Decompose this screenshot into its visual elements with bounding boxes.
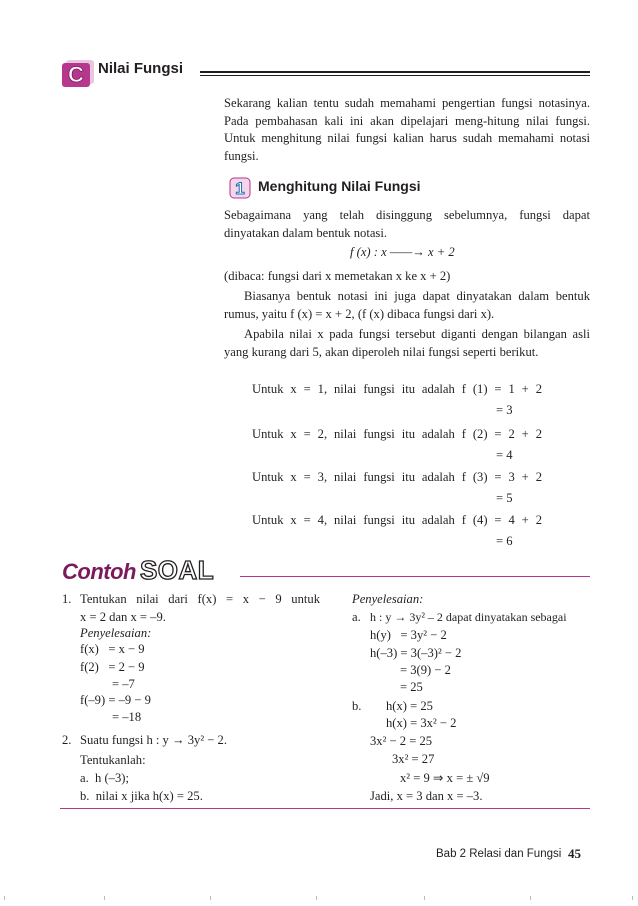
q2-a-step-1: h(y) = 3y² − 2 <box>370 628 447 642</box>
crop-mark <box>4 896 5 900</box>
q1-step-3: = –7 <box>112 677 135 691</box>
function-notation: f (x) : x ——→ x + 2 <box>350 245 455 259</box>
q2-text-2: Tentukanlah: <box>80 753 146 767</box>
value-result-4: = 6 <box>496 534 513 548</box>
crop-mark <box>530 896 531 900</box>
contoh-word: Contoh <box>62 559 136 584</box>
contoh-rule <box>240 576 590 577</box>
q2-a-step-3: = 3(9) − 2 <box>400 663 451 677</box>
paragraph-natural-numbers: Apabila nilai x pada fungsi tersebut diganti dengan bilangan asli yang kurang dari 5, akan diperoleh nilai fungsi seperti berikut. <box>224 327 590 359</box>
q1-step-1: f(x) = x − 9 <box>80 642 145 656</box>
value-line-1: Untuk x = 1, nilai fungsi itu adalah f (1) = 1 + 2 <box>252 382 542 396</box>
q1-text-2: x = 2 dan x = –9. <box>80 610 166 624</box>
q2-b-step-3: 3x² − 2 = 25 <box>370 734 433 748</box>
examples-bottom-rule <box>60 808 590 809</box>
section-c-badge-icon <box>60 58 96 88</box>
intro-paragraph: Sekarang kalian tentu sudah memahami pengertian fungsi notasinya. Pada pembahasan kali ini akan dipelajari meng-hitung nilai fungsi. Untuk menghitung nilai fungsi kalian harus sudah memahami notasi fungsi. <box>224 96 590 163</box>
crop-mark <box>104 896 105 900</box>
q2-a-step-2: h(–3) = 3(–3)² − 2 <box>370 646 462 660</box>
q2-b-step-1: h(x) = 25 <box>386 699 433 713</box>
q1-step-5: = –18 <box>112 710 142 724</box>
q2-a-statement: h : y → 3y² – 2 dapat dinyatakan sebagai <box>370 610 567 624</box>
q1-penyelesaian: Penyelesaian: <box>80 626 152 640</box>
section-title: Nilai Fungsi <box>98 60 184 77</box>
q2-a-label: a. <box>352 610 361 624</box>
page-number: 45 <box>568 846 581 861</box>
q1-step-4: f(–9) = –9 − 9 <box>80 693 151 707</box>
svg-text:C: C <box>68 62 84 87</box>
q1-text-1: Tentukan nilai dari f(x) = x − 9 untuk <box>80 592 320 606</box>
q1-step-2: f(2) = 2 − 9 <box>80 660 145 674</box>
value-result-2: = 4 <box>496 448 513 462</box>
section-rule-thin <box>200 75 590 76</box>
q2-number: 2. <box>62 733 72 747</box>
q2-conclusion: Jadi, x = 3 dan x = –3. <box>370 789 483 803</box>
paragraph-notation-intro: Sebagaimana yang telah disinggung sebelumnya, fungsi dapat dinyatakan dalam bentuk notasi. <box>224 208 590 240</box>
value-line-4: Untuk x = 4, nilai fungsi itu adalah f (4) = 4 + 2 <box>252 513 542 527</box>
svg-text:1: 1 <box>235 179 245 198</box>
subsection-number-badge-icon <box>229 177 251 199</box>
notation-reading: (dibaca: fungsi dari x memetakan x ke x + 2) <box>224 269 451 283</box>
q2-b-step-5: x² = 9 ⇒ x = ± √9 <box>400 771 490 785</box>
q2-a-step-4: = 25 <box>400 680 423 694</box>
q2-b-step-4: 3x² = 27 <box>392 752 435 766</box>
section-rule <box>200 71 590 73</box>
crop-mark <box>210 896 211 900</box>
q2-part-b: b. nilai x jika h(x) = 25. <box>80 789 203 803</box>
q2-penyelesaian: Penyelesaian: <box>352 592 424 606</box>
value-line-3: Untuk x = 3, nilai fungsi itu adalah f (3) = 3 + 2 <box>252 470 542 484</box>
crop-mark <box>632 896 633 900</box>
contoh-soal-banner <box>62 555 214 586</box>
q2-part-a: a. h (–3); <box>80 771 129 785</box>
q2-b-step-2: h(x) = 3x² − 2 <box>386 716 457 730</box>
crop-mark <box>424 896 425 900</box>
footer-chapter: Bab 2 Relasi dan Fungsi <box>436 848 562 860</box>
q2-b-label: b. <box>352 699 362 713</box>
subsection-title: Menghitung Nilai Fungsi <box>258 178 421 194</box>
value-result-1: = 3 <box>496 403 513 417</box>
value-line-2: Untuk x = 2, nilai fungsi itu adalah f (2) = 2 + 2 <box>252 427 542 441</box>
q2-text-1: Suatu fungsi h : y → 3y² − 2. <box>80 733 227 747</box>
soal-word: SOAL <box>139 555 215 585</box>
q1-number: 1. <box>62 592 72 606</box>
crop-mark <box>316 896 317 900</box>
paragraph-formula: Biasanya bentuk notasi ini juga dapat dinyatakan dalam bentuk rumus, yaitu f (x) = x + 2, (f (x) dibaca fungsi dari x). <box>224 289 590 321</box>
value-result-3: = 5 <box>496 491 513 505</box>
